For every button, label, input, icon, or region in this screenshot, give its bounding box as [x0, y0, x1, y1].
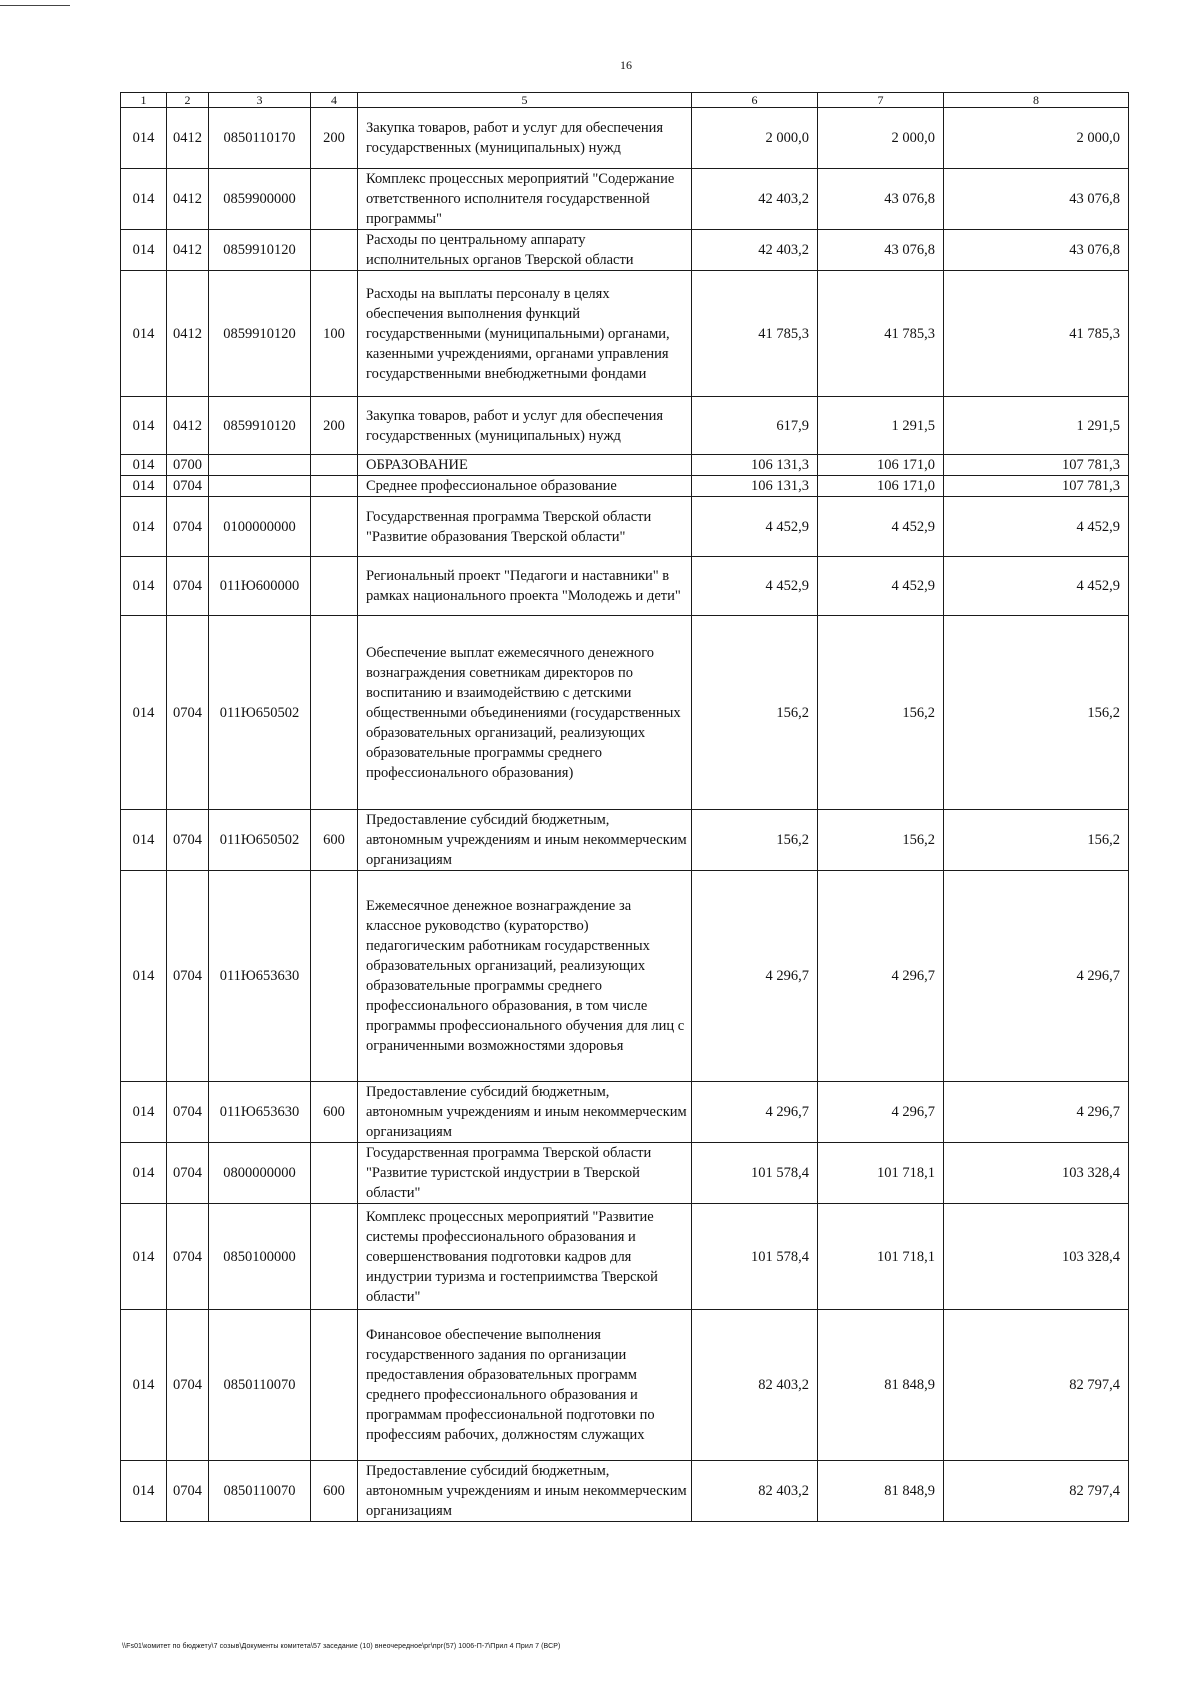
cell-c4 [311, 1204, 358, 1310]
cell-c3: 0859910120 [209, 230, 311, 271]
column-header: 5 [358, 93, 692, 108]
cell-c2: 0412 [167, 108, 209, 169]
table-row [121, 1310, 1129, 1461]
column-header: 2 [167, 93, 209, 108]
cell-c1: 014 [121, 557, 167, 616]
cell-c2: 0704 [167, 1082, 209, 1143]
cell-c1: 014 [121, 497, 167, 557]
scan-edge-mark [0, 5, 70, 6]
cell-c4 [311, 476, 358, 497]
cell-c1: 014 [121, 397, 167, 455]
cell-c8: 43 076,8 [944, 169, 1129, 230]
cell-c6: 156,2 [692, 810, 818, 871]
cell-c8: 103 328,4 [944, 1204, 1129, 1310]
table-row [121, 616, 1129, 810]
cell-c2: 0412 [167, 230, 209, 271]
cell-c7: 43 076,8 [818, 169, 944, 230]
cell-c7: 81 848,9 [818, 1461, 944, 1522]
cell-c6: 106 131,3 [692, 476, 818, 497]
table-row [121, 1082, 1129, 1143]
table-row [121, 1143, 1129, 1204]
table-row [121, 810, 1129, 871]
cell-c2: 0704 [167, 1310, 209, 1461]
cell-c1: 014 [121, 271, 167, 397]
cell-c2: 0704 [167, 1461, 209, 1522]
cell-c1: 014 [121, 1310, 167, 1461]
cell-c3: 011Ю600000 [209, 557, 311, 616]
cell-c1: 014 [121, 1461, 167, 1522]
cell-c3: 0850110070 [209, 1310, 311, 1461]
budget-table [120, 92, 1129, 1522]
cell-c5: Предоставление субсидий бюджетным, автономным учреждениям и иным некоммерческим организациям [358, 1461, 692, 1522]
cell-c7: 156,2 [818, 616, 944, 810]
cell-c1: 014 [121, 871, 167, 1082]
cell-c5: Комплекс процессных мероприятий "Развитие системы профессионального образования и совершенствования подготовки кадров для индустрии туризма и гостеприимства Тверской области" [358, 1204, 692, 1310]
table-row [121, 557, 1129, 616]
cell-c8: 156,2 [944, 616, 1129, 810]
cell-c7: 4 452,9 [818, 557, 944, 616]
cell-c6: 42 403,2 [692, 169, 818, 230]
table-body [121, 93, 1129, 1522]
cell-c3: 0800000000 [209, 1143, 311, 1204]
cell-c7: 4 296,7 [818, 1082, 944, 1143]
page-number: 16 [620, 58, 632, 72]
column-header: 1 [121, 93, 167, 108]
cell-c6: 82 403,2 [692, 1310, 818, 1461]
cell-c3: 0850100000 [209, 1204, 311, 1310]
table-row [121, 455, 1129, 476]
cell-c4 [311, 871, 358, 1082]
cell-c3: 011Ю650502 [209, 616, 311, 810]
table-row [121, 169, 1129, 230]
cell-c5: Финансовое обеспечение выполнения государственного задания по организации предоставления образовательных программ среднего профессионального образования и программам профессиональной подготовки по профессиям рабочих, должностям служащих [358, 1310, 692, 1461]
cell-c5: Обеспечение выплат ежемесячного денежного вознаграждения советникам директоров по воспитанию и взаимодействию с детскими общественными объединениями (государственных образовательных организаций, реализующих образовательные программы среднего профессионального образования) [358, 616, 692, 810]
table-row [121, 397, 1129, 455]
cell-c3 [209, 476, 311, 497]
cell-c2: 0412 [167, 271, 209, 397]
cell-c4 [311, 169, 358, 230]
cell-c1: 014 [121, 455, 167, 476]
cell-c8: 103 328,4 [944, 1143, 1129, 1204]
cell-c5: Государственная программа Тверской области "Развитие туристской индустрии в Тверской области" [358, 1143, 692, 1204]
cell-c2: 0704 [167, 557, 209, 616]
cell-c2: 0704 [167, 476, 209, 497]
cell-c7: 43 076,8 [818, 230, 944, 271]
cell-c6: 106 131,3 [692, 455, 818, 476]
column-header: 3 [209, 93, 311, 108]
cell-c5: Закупка товаров, работ и услуг для обеспечения государственных (муниципальных) нужд [358, 397, 692, 455]
cell-c5: Расходы по центральному аппарату исполнительных органов Тверской области [358, 230, 692, 271]
cell-c6: 101 578,4 [692, 1204, 818, 1310]
cell-c6: 4 452,9 [692, 557, 818, 616]
cell-c3: 0850110070 [209, 1461, 311, 1522]
cell-c8: 4 296,7 [944, 1082, 1129, 1143]
table-row [121, 497, 1129, 557]
cell-c6: 156,2 [692, 616, 818, 810]
cell-c4: 600 [311, 810, 358, 871]
cell-c8: 43 076,8 [944, 230, 1129, 271]
cell-c6: 82 403,2 [692, 1461, 818, 1522]
cell-c6: 617,9 [692, 397, 818, 455]
table-row [121, 871, 1129, 1082]
cell-c4 [311, 230, 358, 271]
cell-c2: 0704 [167, 497, 209, 557]
cell-c8: 156,2 [944, 810, 1129, 871]
cell-c3: 011Ю650502 [209, 810, 311, 871]
table-row [121, 1461, 1129, 1522]
cell-c1: 014 [121, 1082, 167, 1143]
cell-c1: 014 [121, 616, 167, 810]
cell-c7: 41 785,3 [818, 271, 944, 397]
cell-c7: 81 848,9 [818, 1310, 944, 1461]
cell-c8: 4 452,9 [944, 497, 1129, 557]
cell-c6: 4 296,7 [692, 1082, 818, 1143]
cell-c2: 0704 [167, 810, 209, 871]
cell-c7: 4 452,9 [818, 497, 944, 557]
cell-c8: 4 452,9 [944, 557, 1129, 616]
cell-c3: 0850110170 [209, 108, 311, 169]
header-row [121, 93, 1129, 108]
cell-c6: 2 000,0 [692, 108, 818, 169]
table-row [121, 476, 1129, 497]
cell-c4 [311, 497, 358, 557]
cell-c7: 1 291,5 [818, 397, 944, 455]
cell-c5: Закупка товаров, работ и услуг для обеспечения государственных (муниципальных) нужд [358, 108, 692, 169]
cell-c3: 0859910120 [209, 397, 311, 455]
cell-c1: 014 [121, 230, 167, 271]
cell-c6: 101 578,4 [692, 1143, 818, 1204]
cell-c5: Предоставление субсидий бюджетным, автономным учреждениям и иным некоммерческим организациям [358, 1082, 692, 1143]
cell-c5: Расходы на выплаты персоналу в целях обеспечения выполнения функций государственными (муниципальными) органами, казенными учреждениями, органами управления государственными внебюджетными фондами [358, 271, 692, 397]
table-row [121, 230, 1129, 271]
cell-c8: 1 291,5 [944, 397, 1129, 455]
cell-c5: Ежемесячное денежное вознаграждение за классное руководство (кураторство) педагогическим работникам государственных образовательных организаций, реализующих образовательные программы среднего профессионального образования, в том числе программы профессионального обучения для лиц с ограниченными возможностями здоровья [358, 871, 692, 1082]
cell-c2: 0412 [167, 397, 209, 455]
cell-c4: 600 [311, 1082, 358, 1143]
column-header: 4 [311, 93, 358, 108]
table-row [121, 1204, 1129, 1310]
cell-c2: 0704 [167, 1143, 209, 1204]
table-row [121, 108, 1129, 169]
cell-c8: 107 781,3 [944, 476, 1129, 497]
column-header: 6 [692, 93, 818, 108]
cell-c7: 4 296,7 [818, 871, 944, 1082]
cell-c5: Предоставление субсидий бюджетным, автономным учреждениям и иным некоммерческим организациям [358, 810, 692, 871]
cell-c8: 41 785,3 [944, 271, 1129, 397]
cell-c8: 82 797,4 [944, 1310, 1129, 1461]
cell-c7: 106 171,0 [818, 455, 944, 476]
cell-c1: 014 [121, 1143, 167, 1204]
cell-c3: 0100000000 [209, 497, 311, 557]
column-header: 7 [818, 93, 944, 108]
cell-c4: 100 [311, 271, 358, 397]
cell-c7: 101 718,1 [818, 1204, 944, 1310]
cell-c2: 0412 [167, 169, 209, 230]
cell-c4 [311, 557, 358, 616]
cell-c1: 014 [121, 108, 167, 169]
cell-c6: 42 403,2 [692, 230, 818, 271]
cell-c3: 0859900000 [209, 169, 311, 230]
cell-c8: 4 296,7 [944, 871, 1129, 1082]
cell-c3: 011Ю653630 [209, 1082, 311, 1143]
cell-c3: 011Ю653630 [209, 871, 311, 1082]
cell-c4 [311, 1143, 358, 1204]
cell-c3 [209, 455, 311, 476]
cell-c8: 107 781,3 [944, 455, 1129, 476]
cell-c7: 101 718,1 [818, 1143, 944, 1204]
cell-c8: 82 797,4 [944, 1461, 1129, 1522]
cell-c4: 600 [311, 1461, 358, 1522]
cell-c1: 014 [121, 810, 167, 871]
cell-c4: 200 [311, 397, 358, 455]
footer-file-path: \\Fs01\комитет по бюджету\7 созыв\Документы комитета\57 заседание (10) внеочередное\рг\прг(57) 1006-П-7\Прил 4 Прил 7 (ВСР) [122, 1643, 561, 1650]
cell-c4 [311, 1310, 358, 1461]
cell-c2: 0704 [167, 1204, 209, 1310]
cell-c2: 0704 [167, 871, 209, 1082]
cell-c6: 4 296,7 [692, 871, 818, 1082]
cell-c5: ОБРАЗОВАНИЕ [358, 455, 692, 476]
cell-c4 [311, 616, 358, 810]
cell-c4: 200 [311, 108, 358, 169]
cell-c7: 106 171,0 [818, 476, 944, 497]
cell-c6: 41 785,3 [692, 271, 818, 397]
cell-c5: Региональный проект "Педагоги и наставники" в рамках национального проекта "Молодежь и дети" [358, 557, 692, 616]
cell-c1: 014 [121, 169, 167, 230]
cell-c5: Комплекс процессных мероприятий "Содержание ответственного исполнителя государственной программы" [358, 169, 692, 230]
cell-c8: 2 000,0 [944, 108, 1129, 169]
cell-c6: 4 452,9 [692, 497, 818, 557]
cell-c7: 2 000,0 [818, 108, 944, 169]
cell-c1: 014 [121, 1204, 167, 1310]
column-header: 8 [944, 93, 1129, 108]
cell-c5: Государственная программа Тверской области "Развитие образования Тверской области" [358, 497, 692, 557]
cell-c2: 0700 [167, 455, 209, 476]
cell-c5: Среднее профессиональное образование [358, 476, 692, 497]
cell-c2: 0704 [167, 616, 209, 810]
cell-c3: 0859910120 [209, 271, 311, 397]
cell-c1: 014 [121, 476, 167, 497]
table-row [121, 271, 1129, 397]
cell-c4 [311, 455, 358, 476]
cell-c7: 156,2 [818, 810, 944, 871]
